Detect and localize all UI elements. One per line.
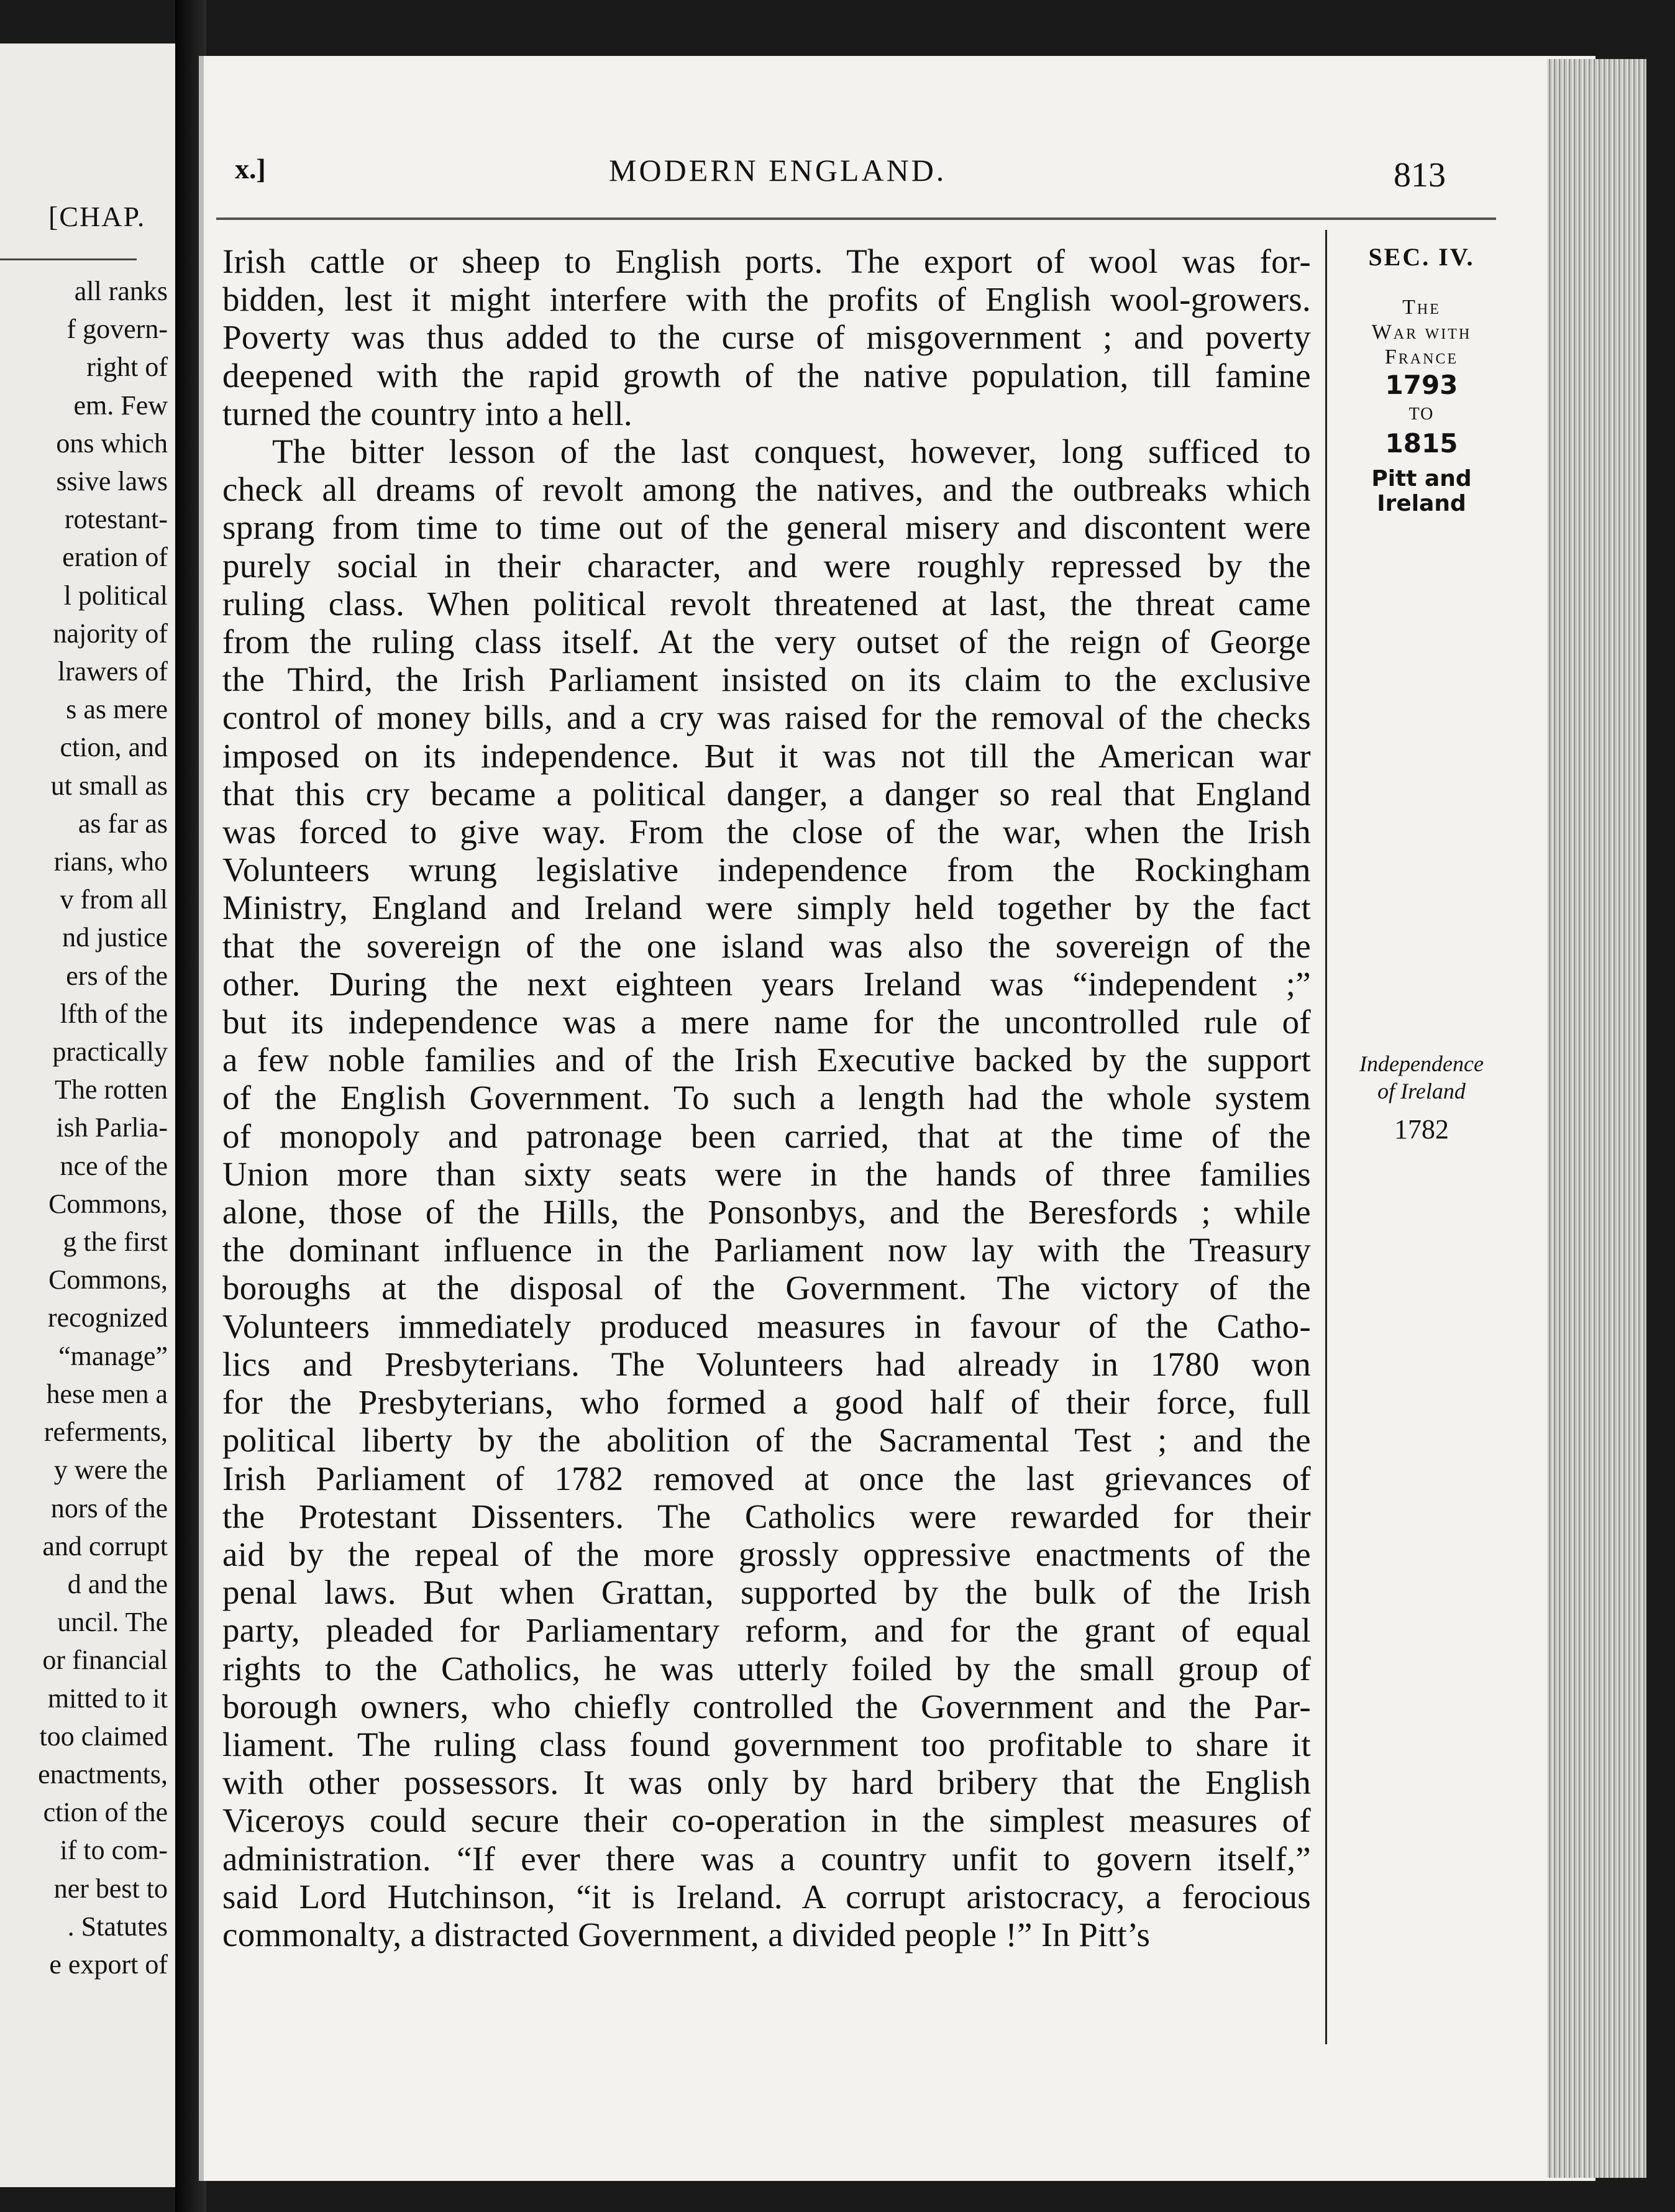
left-text-line: too claimed <box>39 1721 168 1752</box>
body-line: but its independence was a mere name for the uncontrolled rule of <box>222 1003 1311 1041</box>
left-text-line: enactments, <box>38 1758 168 1789</box>
margin-note-line-2: of Ireland <box>1377 1079 1466 1104</box>
left-text-line: rotestant- <box>64 504 168 535</box>
body-line: alone, those of the Hills, the Ponsonbys, and the Beresfords ; while <box>222 1193 1311 1232</box>
left-text-line: The rotten <box>54 1074 168 1105</box>
left-text-line: g the first <box>63 1227 168 1258</box>
body-line: with other possessors. It was only by hard bribery that the English <box>222 1763 1311 1802</box>
body-line: Ministry, England and Ireland were simply held together by the fact <box>222 889 1311 927</box>
left-text-line: s as mere <box>66 694 168 725</box>
left-text-line: all ranks <box>74 276 168 306</box>
margin-to: TO <box>1408 404 1435 424</box>
body-line: imposed on its independence. But it was not till the American war <box>222 736 1311 775</box>
margin-note <box>1331 1050 1512 1145</box>
margin-france: France <box>1384 345 1459 368</box>
left-text-line: right of <box>86 352 168 383</box>
body-line: ruling class. When political revolt threatened at last, the threat came <box>222 584 1311 623</box>
body-line: purely social in their character, and were roughly repressed by the <box>222 546 1311 585</box>
body-line: penal laws. But when Grattan, supported by the bulk of the Irish <box>222 1573 1311 1612</box>
left-text-line: e export of <box>49 1949 168 1980</box>
left-text-line: practically <box>52 1036 168 1067</box>
left-text-line: ction of the <box>43 1797 168 1828</box>
body-line: liament. The ruling class found government too profitable to share it <box>222 1725 1311 1763</box>
left-text-line: mitted to it <box>47 1683 168 1714</box>
body-line: that this cry became a political danger, a danger so real that England <box>222 774 1311 813</box>
left-text-line: em. Few <box>73 390 168 421</box>
body-line: the Protestant Dissenters. The Catholics were rewarded for their <box>222 1497 1311 1535</box>
left-text-line: v from all <box>60 884 168 915</box>
body-line: of monopoly and patronage been carried, that at the time of the <box>222 1117 1311 1155</box>
left-text-line: najority of <box>53 618 168 649</box>
chapter-number: x.] <box>235 153 266 185</box>
header-rule <box>216 217 1496 220</box>
body-line: The bitter lesson of the last conquest, however, long sufficed to <box>272 432 1311 471</box>
left-text-line: recognized <box>48 1302 168 1333</box>
left-text-line: y were the <box>53 1455 168 1486</box>
body-line: lics and Presbyterians. The Volunteers had already in 1780 won <box>222 1345 1311 1383</box>
section-label: SEC. IV. <box>1368 243 1475 271</box>
body-line: check all dreams of revolt among the natives, and the outbreaks which <box>222 470 1311 509</box>
margin-year-start: 1793 <box>1385 370 1458 400</box>
body-line: political liberty by the abolition of the Sacramental Test ; and the <box>222 1421 1311 1460</box>
body-line: was forced to give way. From the close of the war, when the Irish <box>222 813 1311 851</box>
left-text-line: uncil. The <box>57 1607 168 1638</box>
body-line: aid by the repeal of the more grossly oppressive enactments of the <box>222 1535 1311 1573</box>
body-line: sprang from time to time out of the general misery and discontent were <box>222 508 1311 547</box>
body-line: a few noble families and of the Irish Executive backed by the support <box>222 1041 1311 1079</box>
page-edges <box>1547 59 1646 2178</box>
body-text <box>222 242 1311 1954</box>
body-line: rights to the Catholics, he was utterly foiled by the small group of <box>222 1649 1311 1688</box>
left-text-line: as far as <box>78 808 168 839</box>
left-text-line: nd justice <box>62 922 168 953</box>
body-line: said Lord Hutchinson, “it is Ireland. A corrupt aristocracy, a ferocious <box>222 1877 1311 1916</box>
left-text-line: ut small as <box>50 770 168 801</box>
left-text-line: referments, <box>43 1417 168 1448</box>
margin-the: The <box>1402 296 1441 319</box>
left-text-line: . Statutes <box>67 1911 168 1942</box>
body-line: control of money bills, and a cry was raised for the removal of the checks <box>222 698 1311 737</box>
body-line: Volunteers immediately produced measures in favour of the Catho- <box>222 1307 1311 1345</box>
left-text-line: f govern- <box>66 314 168 345</box>
body-line: other. During the next eighteen years Ireland was “independent ;” <box>222 964 1311 1003</box>
left-text-line: rians, who <box>53 846 168 877</box>
left-chapter-label: [CHAP. <box>48 201 146 232</box>
body-line: that the sovereign of the one island was also the sovereign of the <box>222 926 1311 965</box>
left-text-line: “manage” <box>58 1340 168 1371</box>
left-text-line: d and the <box>67 1568 168 1599</box>
left-text-line: ish Parlia- <box>56 1112 168 1143</box>
body-line: bidden, lest it might interfere with the profits of English wool-growers. <box>222 280 1311 319</box>
body-line: Volunteers wrung legislative independence from the Rockingham <box>222 851 1311 889</box>
running-title: MODERN ENGLAND. <box>609 153 947 188</box>
margin-topic-line-2: Ireland <box>1377 491 1466 516</box>
body-line: Irish cattle or sheep to English ports. The export of wool was for- <box>222 242 1311 280</box>
body-line: Viceroys could secure their co-operation in the simplest measures of <box>222 1801 1311 1840</box>
body-line: the dominant influence in the Parliament now lay with the Treasury <box>222 1231 1311 1269</box>
body-line: borough owners, who chiefly controlled the Government and the Par- <box>222 1687 1311 1725</box>
running-head <box>204 56 1595 194</box>
body-line: administration. “If ever there was a country unfit to govern itself,” <box>222 1839 1311 1878</box>
margin-year-end: 1815 <box>1385 428 1458 459</box>
left-text-line: if to com- <box>60 1835 168 1866</box>
left-text-line: or financial <box>42 1645 168 1676</box>
left-text-line: hese men a <box>46 1378 168 1409</box>
left-text-line: nors of the <box>50 1492 168 1524</box>
left-text-line: Commons, <box>48 1188 168 1219</box>
left-text-line: ssive laws <box>56 466 168 497</box>
left-header-rule <box>0 258 137 260</box>
left-text-line: lfth of the <box>60 998 168 1029</box>
left-text-line: and corrupt <box>42 1530 168 1561</box>
body-line: the Third, the Irish Parliament insisted on its claim to the exclusive <box>222 660 1311 699</box>
body-line: Union more than sixty seats were in the hands of three families <box>222 1154 1311 1193</box>
left-text-line: nce of the <box>60 1150 168 1181</box>
right-page <box>199 56 1595 2181</box>
margin-heading <box>1341 242 1502 516</box>
body-line: party, pleaded for Parliamentary reform, and for the grant of equal <box>222 1611 1311 1650</box>
body-line: Poverty was thus added to the curse of misgovernment ; and poverty <box>222 318 1311 357</box>
body-line: commonalty, a distracted Government, a divided people !” In Pitt’s <box>222 1915 1151 1954</box>
left-text-line: l political <box>63 580 168 611</box>
body-line: of the English Government. To such a length had the whole system <box>222 1079 1311 1117</box>
left-text-line: Commons, <box>48 1264 168 1296</box>
margin-war-with: War with <box>1371 321 1472 344</box>
left-text-line: lrawers of <box>57 656 168 687</box>
left-page-text <box>0 272 168 1983</box>
body-line: for the Presbyterians, who formed a good half of their force, full <box>222 1383 1311 1422</box>
margin-note-year: 1782 <box>1394 1114 1449 1145</box>
left-page <box>0 43 175 2187</box>
body-line: deepened with the rapid growth of the native population, till famine <box>222 356 1311 395</box>
left-text-line: ction, and <box>60 732 168 763</box>
left-text-line: ers of the <box>66 960 168 991</box>
margin-note-line-1: Independence <box>1359 1051 1484 1076</box>
margin-topic-line-1: Pitt and <box>1371 466 1472 491</box>
body-line: boroughs at the disposal of the Government. The victory of the <box>222 1269 1311 1307</box>
body-line: from the ruling class itself. At the very outset of the reign of George <box>222 623 1311 661</box>
left-text-line: eration of <box>62 542 168 573</box>
left-text-line: ner best to <box>53 1873 168 1904</box>
margin-rule <box>1325 230 1327 2044</box>
body-line: Irish Parliament of 1782 removed at once the last grievances of <box>222 1459 1311 1497</box>
body-line: turned the country into a hell. <box>222 394 632 432</box>
page-number: 813 <box>1394 156 1446 194</box>
left-text-line: ons which <box>56 427 168 459</box>
